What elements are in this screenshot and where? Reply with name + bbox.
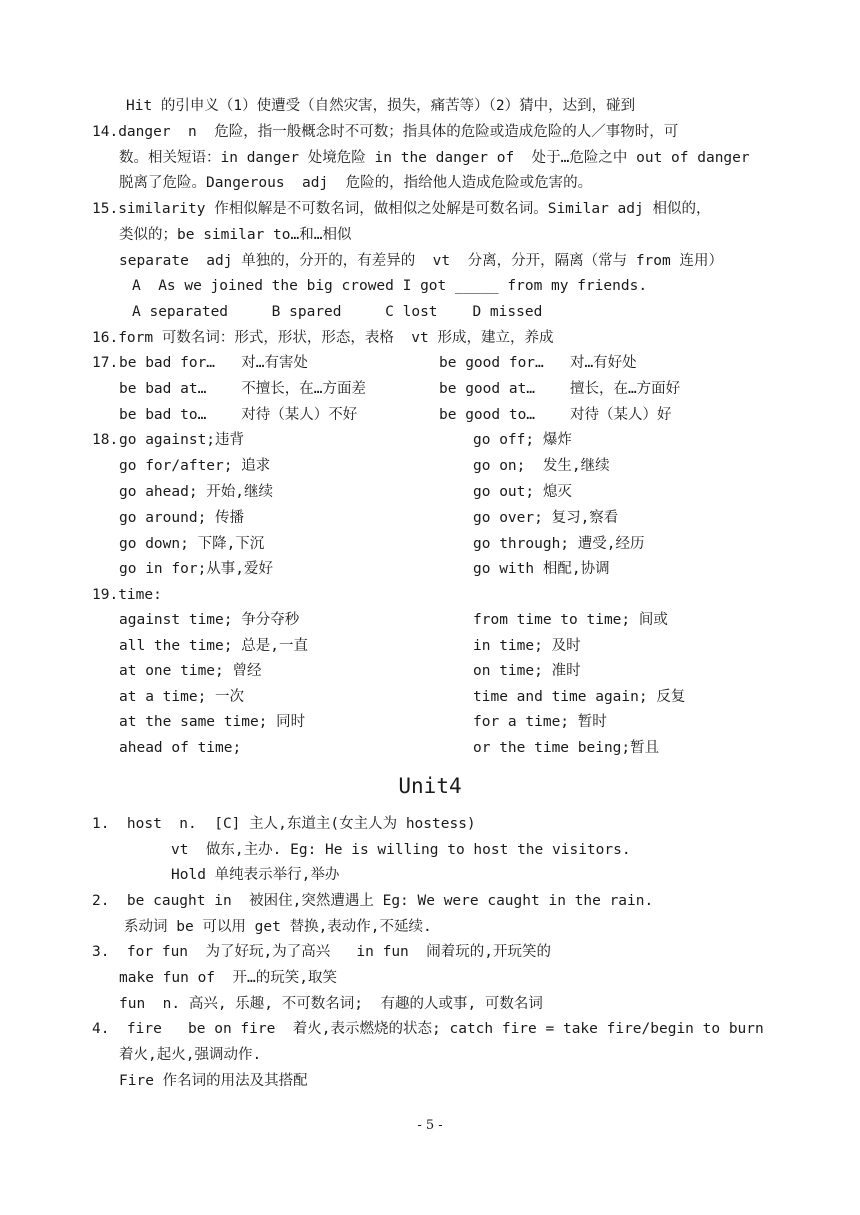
text-line: 2. be caught in 被困住,突然遭遇上 Eg: We were caught in the rain. xyxy=(92,893,654,909)
text-line: Hit 的引申义（1）使遭受（自然灾害，损失，痛苦等）（2）猜中，达到，碰到 xyxy=(126,98,636,114)
item-header: 19.time: xyxy=(92,587,162,603)
text-line: 15.similarity 作相似解是不可数名词，做相似之处解是可数名词。Similar adj 相似的， xyxy=(92,201,711,217)
phrase-right: go through; 遭受,经历 xyxy=(473,536,645,552)
phrase-left: against time; 争分夺秒 xyxy=(119,612,300,628)
phrase-left: all the time; 总是,一直 xyxy=(119,638,308,654)
text-line: make fun of 开…的玩笑,取笑 xyxy=(119,970,337,986)
phrase-right: be good for… 对…有好处 xyxy=(439,355,637,371)
item-number: 17. xyxy=(92,355,119,371)
phrase-right: or the time being;暂且 xyxy=(473,740,660,756)
phrase-right: go over; 复习,察看 xyxy=(473,510,619,526)
text-line: 脱离了危险。Dangerous adj 危险的，指给他人造成危险或危害的。 xyxy=(119,175,593,191)
phrase-left: ahead of time; xyxy=(119,740,242,756)
phrase-left: go for/after; 追求 xyxy=(119,458,271,474)
phrase-right: for a time; 暂时 xyxy=(473,714,607,730)
text-line: 16.form 可数名词：形式，形状，形态，表格 vt 形成，建立，养成 xyxy=(92,330,554,346)
phrase-right: go out; 熄灭 xyxy=(473,484,572,500)
text-line: 1. host n. [C] 主人,东道主(女主人为 hostess) xyxy=(92,816,476,832)
text-line: fun n. 高兴, 乐趣, 不可数名词; 有趣的人或事, 可数名词 xyxy=(119,996,543,1012)
text-line: 4. fire be on fire 着火,表示燃烧的状态; catch fire = take fire/begin to burn xyxy=(92,1021,764,1037)
text-line: 类似的；be similar to…和…相似 xyxy=(119,227,352,243)
phrase-left: at a time; 一次 xyxy=(119,689,245,705)
page-number: - 5 - xyxy=(417,1118,443,1133)
text-line: 14.danger n 危险，指一般概念时不可数；指具体的危险或造成危险的人／事物时，可 xyxy=(92,124,679,140)
item-number: 18. xyxy=(92,432,119,448)
text-line: 着火,起火,强调动作. xyxy=(119,1047,262,1063)
phrase-left: be bad for… 对…有害处 xyxy=(119,355,308,371)
phrase-right: go on; 发生,继续 xyxy=(473,458,610,474)
unit-title: Unit4 xyxy=(398,774,462,798)
phrase-right: be good at… 擅长，在…方面好 xyxy=(439,381,681,397)
text-line: vt 做东,主办. Eg: He is willing to host the visitors. xyxy=(171,842,631,858)
text-line: 3. for fun 为了好玩,为了高兴 in fun 闹着玩的,开玩笑的 xyxy=(92,944,551,960)
phrase-left: be bad to… 对待（某人）不好 xyxy=(119,407,358,423)
phrase-right: in time; 及时 xyxy=(473,638,581,654)
phrase-right: go with 相配,协调 xyxy=(473,561,610,577)
phrase-left: go down; 下降,下沉 xyxy=(119,536,265,552)
phrase-right: be good to… 对待（某人）好 xyxy=(439,407,672,423)
text-line: A separated B spared C lost D missed xyxy=(132,304,543,320)
phrase-left: at the same time; 同时 xyxy=(119,714,306,730)
text-line: separate adj 单独的，分开的，有差异的 vt 分离，分开，隔离（常与 from 连用） xyxy=(119,253,723,269)
text-line: Fire 作名词的用法及其搭配 xyxy=(119,1073,308,1089)
phrase-right: go off; 爆炸 xyxy=(473,432,572,448)
phrase-right: from time to time; 间或 xyxy=(473,612,668,628)
text-line: 系动词 be 可以用 get 替换,表动作,不延续. xyxy=(124,919,432,935)
phrase-right: time and time again; 反复 xyxy=(473,689,686,705)
phrase-left: go ahead; 开始,继续 xyxy=(119,484,274,500)
text-line: A As we joined the big crowed I got _____ from my friends. xyxy=(132,278,648,294)
phrase-left: at one time; 曾经 xyxy=(119,663,262,679)
phrase-left: go in for;从事,爱好 xyxy=(119,561,274,577)
text-line: 数。相关短语：in danger 处境危险 in the danger of 处于…危险之中 out of danger xyxy=(119,150,750,166)
phrase-right: on time; 准时 xyxy=(473,663,581,679)
phrase-left: go against;违背 xyxy=(119,432,245,448)
phrase-left: be bad at… 不擅长，在…方面差 xyxy=(119,381,366,397)
phrase-left: go around; 传播 xyxy=(119,510,245,526)
text-line: Hold 单纯表示举行,举办 xyxy=(171,867,340,883)
